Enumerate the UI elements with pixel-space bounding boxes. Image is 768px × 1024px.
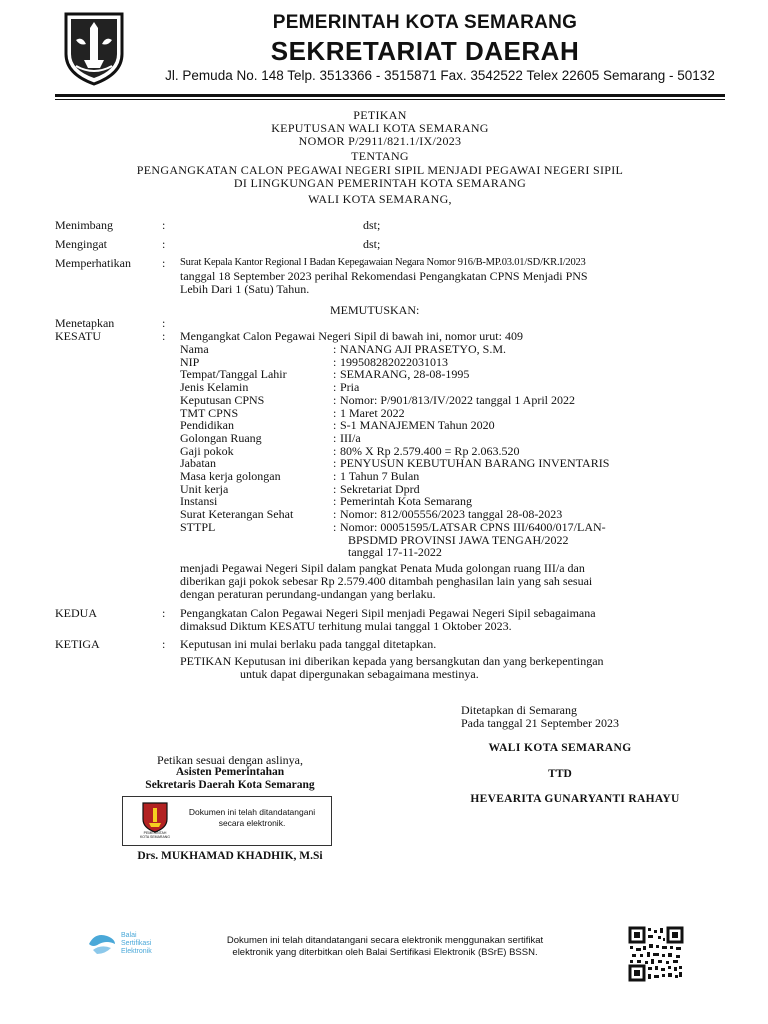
kedua-line: dimaksud Diktum KESATU terhitung mulai tanggal 1 Oktober 2023.	[180, 619, 512, 633]
e-signature-stamp	[122, 796, 332, 846]
memutuskan-heading: MEMUTUSKAN:	[330, 303, 420, 317]
detail-label-position: Jabatan	[180, 456, 216, 471]
signer-title: WALI KOTA SEMARANG	[488, 742, 632, 754]
detail-value-nama: NANANG AJI PRASETYO, S.M.	[340, 342, 507, 356]
menimbang-label: Menimbang	[55, 218, 113, 232]
colon: :	[333, 443, 337, 458]
kesatu-closing-line: diberikan gaji pokok sebesar Rp 2.579.400 ditambah penghasilan lain yang sah sesuai	[180, 574, 593, 588]
copy-note: Petikan sesuai dengan aslinya,	[157, 753, 303, 767]
copy-signer-name: Drs. MUKHAMAD KHADHIK, M.Si	[137, 850, 323, 862]
detail-label-ttl: Tempat/Tanggal Lahir	[180, 367, 287, 382]
detail-value-agency: Pemerintah Kota Semarang	[340, 494, 472, 509]
bsre-text: Balai	[121, 932, 137, 939]
detail-value-ttl: SEMARANG, 28-08-1995	[340, 367, 470, 382]
qr-code	[628, 926, 684, 982]
colon: :	[333, 342, 337, 356]
detail-value-salary: 80% X Rp 2.579.400 = Rp 2.063.520	[340, 443, 520, 458]
detail-label-grade: Golongan Ruang	[180, 430, 262, 445]
tentang-label: TENTANG	[351, 149, 409, 163]
bsre-logo	[85, 930, 185, 960]
government-name: PEMERINTAH KOTA SEMARANG	[272, 12, 578, 33]
kesatu-label: KESATU	[55, 329, 102, 343]
detail-value-gender: Pria	[340, 380, 360, 395]
colon: :	[333, 380, 337, 395]
colon: :	[162, 637, 166, 651]
memperhatikan-line: Lebih Dari 1 (Satu) Tahun.	[180, 282, 310, 296]
stamp-text: secara elektronik.	[218, 818, 286, 828]
seal-text: PEMERINTAH	[143, 831, 167, 835]
detail-label-gender: Jenis Kelamin	[180, 380, 249, 395]
colon: :	[162, 316, 166, 330]
kesatu-closing-line: dengan peraturan perundang-undangan yang berlaku.	[180, 587, 436, 601]
colon: :	[333, 367, 337, 382]
detail-value-education: S-1 MANAJEMEN Tahun 2020	[340, 418, 495, 433]
detail-label-service: Masa kerja golongan	[180, 469, 281, 483]
detail-value-service: 1 Tahun 7 Bulan	[340, 469, 420, 483]
detail-label-salary: Gaji pokok	[180, 443, 234, 458]
colon: :	[333, 481, 337, 496]
colon: :	[333, 354, 337, 369]
issuer-heading: WALI KOTA SEMARANG,	[308, 192, 452, 206]
signer-name: HEVEARITA GUNARYANTI RAHAYU	[470, 793, 680, 805]
footer-notice: elektronik yang diterbitkan oleh Balai Sertifikasi Elektronik (BSrE) BSSN.	[232, 947, 538, 958]
detail-label-sttpl: STTPL	[180, 519, 216, 534]
signing-date: Pada tanggal 21 September 2023	[461, 716, 619, 730]
detail-label-cpns-decree: Keputusan CPNS	[180, 392, 265, 407]
doc-type: PETIKAN	[353, 108, 407, 122]
colon: :	[333, 418, 337, 433]
detail-value-cpns-decree: Nomor: P/901/813/IV/2022 tanggal 1 April 2022	[340, 392, 575, 407]
colon: :	[333, 519, 337, 534]
city-seal-icon	[135, 801, 175, 841]
mengingat-value: dst;	[363, 237, 381, 251]
ketiga-line: untuk dapat dipergunakan sebagaimana mestinya.	[240, 667, 479, 681]
colon: :	[333, 430, 337, 445]
colon: :	[333, 494, 337, 509]
colon: :	[162, 218, 166, 232]
colon: :	[333, 456, 337, 471]
detail-label-unit: Unit kerja	[180, 481, 229, 496]
bsre-text: Elektronik	[121, 948, 152, 955]
colon: :	[162, 256, 166, 270]
detail-value-position: PENYUSUN KEBUTUHAN BARANG INVENTARIS	[340, 456, 610, 471]
colon: :	[333, 392, 337, 407]
ketiga-label: KETIGA	[55, 637, 100, 651]
decree-subject-line2: DI LINGKUNGAN PEMERINTAH KOTA SEMARANG	[233, 176, 527, 190]
decree-subject-line1: PENGANGKATAN CALON PEGAWAI NEGERI SIPIL MENJADI PEGAWAI NEGERI SIPIL	[136, 163, 624, 177]
office-address: Jl. Pemuda No. 148 Telp. 3513366 - 3515871 Fax. 3542522 Telex 22605 Semarang - 50132	[165, 68, 715, 83]
menetapkan-label: Menetapkan	[55, 316, 115, 330]
detail-value-unit: Sekretariat Dprd	[340, 481, 420, 496]
detail-label-education: Pendidikan	[180, 418, 234, 433]
detail-value-tmt: 1 Maret 2022	[340, 405, 405, 420]
detail-value-sttpl-date: tanggal 17-11-2022	[348, 545, 442, 560]
memperhatikan-line: Surat Kepala Kantor Regional I Badan Kepegawaian Negara Nomor 916/B-MP.03.01/SD/KR.I/2023	[180, 257, 586, 268]
detail-value-sttpl-cont: BPSDMD PROVINSI JAWA TENGAH/2022	[348, 532, 569, 547]
kesatu-closing-line: menjadi Pegawai Negeri Sipil dalam pangkat Penata Muda golongan ruang III/a dan	[180, 561, 585, 575]
ketiga-line: PETIKAN Keputusan ini diberikan kepada yang bersangkutan dan yang berkepentingan	[180, 654, 604, 668]
header-rule-thick	[55, 94, 725, 97]
copy-official-title: Asisten Pemerintahan	[175, 766, 285, 778]
copy-official-office: Sekretaris Daerah Kota Semarang	[145, 779, 315, 791]
decree-number: NOMOR P/2911/821.1/IX/2023	[298, 134, 462, 148]
signing-place: Ditetapkan di Semarang	[461, 703, 577, 717]
colon: :	[333, 507, 337, 522]
stamp-text: Dokumen ini telah ditandatangani	[188, 807, 316, 817]
kedua-label: KEDUA	[55, 606, 97, 620]
employee-details	[0, 342, 768, 560]
mengingat-label: Mengingat	[55, 237, 107, 251]
memperhatikan-label: Memperhatikan	[55, 256, 131, 270]
detail-label-tmt: TMT CPNS	[180, 405, 239, 420]
detail-label-health: Surat Keterangan Sehat	[180, 507, 294, 522]
colon: :	[162, 606, 166, 620]
detail-value-nip: 199508282022031013	[340, 354, 448, 369]
header-rule-thin	[55, 99, 725, 100]
detail-value-sttpl: Nomor: 00051595/LATSAR CPNS III/6400/017/LAN-	[340, 519, 606, 534]
colon: :	[162, 237, 166, 251]
detail-value-health: Nomor: 812/005556/2023 tanggal 28-08-2023	[340, 507, 563, 522]
decree-title: KEPUTUSAN WALI KOTA SEMARANG	[271, 121, 489, 135]
detail-value-grade: III/a	[340, 430, 361, 445]
detail-label-nama: Nama	[180, 342, 209, 356]
colon: :	[162, 329, 166, 343]
footer-notice: Dokumen ini telah ditandatangani secara elektronik menggunakan sertifikat	[226, 935, 544, 946]
ketiga-line: Keputusan ini mulai berlaku pada tanggal ditetapkan.	[180, 637, 437, 651]
bsre-text: Sertifikasi	[121, 940, 152, 947]
kedua-line: Pengangkatan Calon Pegawai Negeri Sipil menjadi Pegawai Negeri Sipil sebagaimana	[180, 606, 596, 620]
detail-label-nip: NIP	[180, 354, 200, 369]
city-emblem	[62, 10, 126, 86]
kesatu-intro: Mengangkat Calon Pegawai Negeri Sipil di bawah ini, nomor urut: 409	[180, 329, 523, 343]
office-name: SEKRETARIAT DAERAH	[270, 36, 580, 66]
colon: :	[333, 469, 337, 483]
detail-label-agency: Instansi	[180, 494, 218, 509]
seal-text: KOTA SEMARANG	[139, 835, 171, 839]
menimbang-value: dst;	[363, 218, 381, 232]
signature-ttd: TTD	[548, 768, 572, 780]
memperhatikan-line: tanggal 18 September 2023 perihal Rekomendasi Pengangkatan CPNS Menjadi PNS	[180, 269, 588, 283]
colon: :	[333, 405, 337, 420]
